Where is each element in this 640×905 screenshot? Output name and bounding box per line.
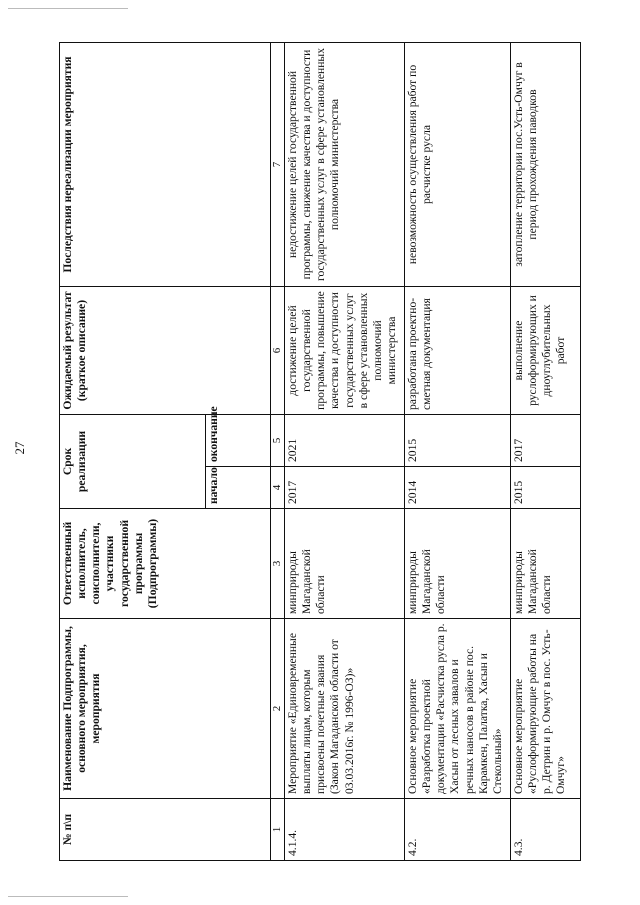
row-consequences: недостижение целей государственной программы, снижение качества и доступности государственных услуг в сфере установленных полномочий министерства [285,43,405,287]
table-row [405,43,511,861]
row-consequences: затопление территории пос.Усть-Омчуг в период прохождения паводков [511,43,581,287]
col-number: 5 [270,415,284,467]
row-consequences: невозможность осуществления работ по расчистке русла [405,43,511,287]
row-result: выполнение руслоформирующих и дноуглубительных работ [511,287,581,415]
col-number: 4 [270,467,284,509]
row-num: 4.2. [405,799,511,861]
row-end: 2021 [285,415,405,467]
header-result: Ожидаемый результат (краткое описание) [60,287,271,415]
activities-table [59,42,581,861]
header-consequences: Последствия нереализации мероприятия [60,43,271,287]
header-num: № п\п [60,799,271,861]
col-number: 7 [270,43,284,287]
col-number: 2 [270,619,284,799]
header-period: Срок реализации [60,415,206,509]
row-start: 2015 [511,467,581,509]
row-end: 2017 [511,415,581,467]
header-end: окончание [205,415,270,467]
col-number: 6 [270,287,284,415]
scan-line-bottom [8,896,128,897]
table-row [511,43,581,861]
rotated-table-container [59,43,581,861]
col-number: 1 [270,799,284,861]
row-result: разработана проектно-сметная документация [405,287,511,415]
row-result: достижение целей государственной программы, повышение качества и доступности государственных услуг в сфере установленных полномочий министерства [285,287,405,415]
row-name: Основное мероприятие «Руслоформирующие работы на р. Детрин и р. Омчуг в пос. Усть-Омчуг» [511,619,581,799]
row-executor: минприроды Магаданской области [285,509,405,619]
header-name: Наименование Подпрограммы, основного мероприятия, мероприятия [60,619,271,799]
row-start: 2014 [405,467,511,509]
scan-line-top [8,8,128,9]
header-start: начало [205,467,270,509]
header-executor: Ответственный исполнитель, соисполнители, участники государственной программы (Подпрограммы) [60,509,271,619]
row-name: Основное мероприятие «Разработка проектной документации «Расчистка русла р. Хасын от лесных завалов и речных наносов в районе пос. Карамкен, Палатка, Хасын и Стекольный» [405,619,511,799]
row-num: 4.1.4. [285,799,405,861]
column-number-row [270,43,284,861]
row-num: 4.3. [511,799,581,861]
col-number: 3 [270,509,284,619]
row-name: Мероприятие «Единовременные выплаты лицам, которым присвоены почетные звания (Закон Магаданской области от 03.03.2016г. № 1996-ОЗ)» [285,619,405,799]
row-executor: минприроды Магаданской области [405,509,511,619]
table-row [285,43,405,861]
row-executor: минприроды Магаданской области [511,509,581,619]
row-start: 2017 [285,467,405,509]
page-number: 27 [12,441,27,455]
row-end: 2015 [405,415,511,467]
